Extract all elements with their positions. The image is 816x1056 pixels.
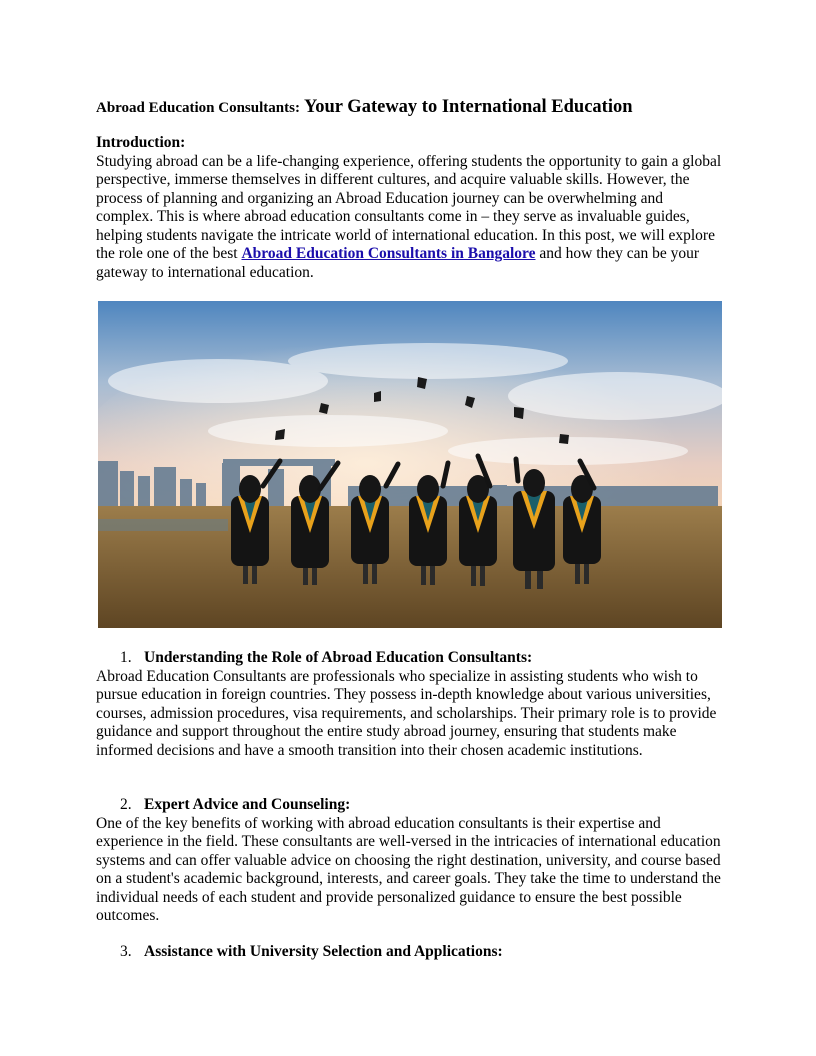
section-2 [96, 796, 724, 926]
graduation-photo [98, 301, 722, 628]
intro-text-before-link: Studying abroad can be a life-changing experience, offering students the opportunity to gain a global perspective, immerse themselves in different cultures, and acquire valuable skills. However, the process of planning and organizing an Abroad Education journey can be overwhelming and complex. This is where abroad education consultants come in – they serve as invaluable guides, helping students navigate the intricate world of international education. In this post, we will explore the role one of the best [96, 152, 722, 262]
section-1-body: Abroad Education Consultants are professionals who specialize in assisting students who wish to pursue education in foreign countries. They possess in-depth knowledge about various universities, courses, admission procedures, visa requirements, and scholarships. Their primary role is to provide guidance and support throughout the entire study abroad journey, ensuring that students make informed decisions and have a smooth transition into their chosen academic institutions. [96, 667, 717, 759]
section-2-title: Expert Advice and Counseling: [144, 796, 351, 813]
section-1 [96, 649, 724, 760]
intro-paragraph [96, 153, 724, 283]
section-2-number: 2. [120, 796, 132, 813]
section-3-number: 3. [120, 943, 132, 960]
section-3-title: Assistance with University Selection and Applications: [144, 943, 503, 960]
section-1-number: 1. [120, 649, 132, 666]
section-3 [96, 943, 724, 962]
section-2-heading [96, 796, 724, 815]
title-main: Your Gateway to International Education [303, 97, 633, 117]
bangalore-consultants-link[interactable]: Abroad Education Consultants in Bangalore [241, 245, 536, 262]
section-1-title: Understanding the Role of Abroad Education Consultants: [144, 649, 533, 666]
title-prefix: Abroad Education Consultants: [96, 100, 300, 116]
intro-heading: Introduction: [96, 134, 186, 151]
page-title [96, 96, 724, 118]
document-page [96, 96, 724, 282]
section-1-heading [96, 649, 724, 668]
intro-text-after-link: and how they can be your gateway to international education. [96, 245, 700, 281]
section-2-body: One of the key benefits of working with abroad education consultants is their expertise and experience in the field. These consultants are well-versed in the intricacies of international education systems and can offer valuable advice on choosing the right destination, university, and course based on a student's academic background, interests, and career goals. They take the time to understand the individual needs of each student and provide personalized guidance to ensure the best possible outcomes. [96, 814, 721, 924]
section-3-heading [96, 943, 724, 962]
